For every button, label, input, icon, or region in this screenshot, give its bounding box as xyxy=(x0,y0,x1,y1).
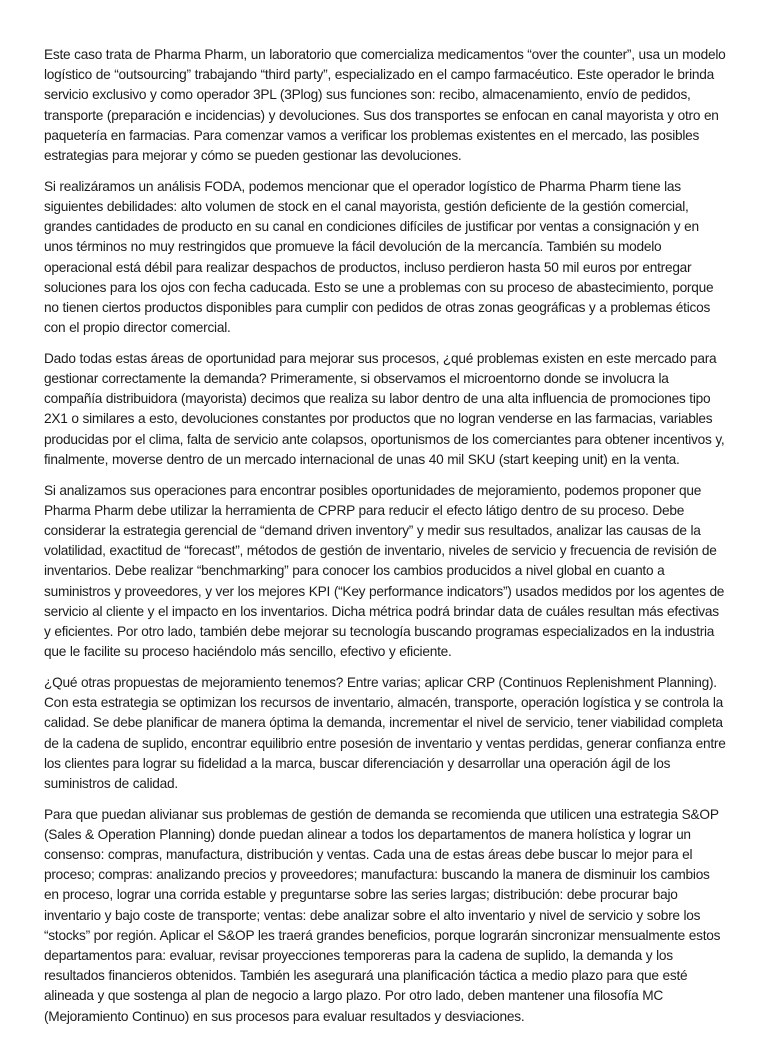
paragraph-crp-proposal: ¿Qué otras propuestas de mejoramiento tenemos? Entre varias; aplicar CRP (Continuos Replenishment Planning). Con esta estrategia se optimizan los recursos de inventario, almacén, transporte, operación logística y se controla la calidad. Se debe planificar de manera óptima la demanda, incrementar el nivel de servicio, tener viabilidad completa de la cadena de suplido, encontrar equilibrio entre posesión de inventario y ventas perdidas, generar confianza entre los clientes para lograr su fidelidad a la marca, buscar diferenciación y desarrollar una operación ágil de los suministros de calidad. xyxy=(44,674,726,791)
paragraph-sop-strategy: Para que puedan alivianar sus problemas de gestión de demanda se recomienda que utilicen una estrategia S&OP (Sales & Operation Planning) donde puedan alinear a todos los departamentos de manera holística y lograr un consenso: compras, manufactura, distribución y ventas. Cada una de estas áreas debe buscar lo mejor para el proceso; compras: analizando precios y proveedores; manufactura: buscando la manera de disminuir los cambios en proceso, lograr una corrida estable y preguntarse sobre las series largas; distribución: debe procurar bajo inventario y bajo coste de transporte; ventas: debe analizar sobre el alto inventario y nivel de servicio y sobre los “stocks” por región. Aplicar el S&OP les traerá grandes beneficios, porque lograrán sincronizar mensualmente estos departamentos para: evaluar, revisar proyecciones temporeras para la cadena de suplido, la demanda y los resultados financieros obtenidos. También les asegurará una planificación táctica a medio plazo para que esté alineada y que sostenga al plan de negocio a largo plazo. Por otro lado, deben mantener una filosofía MC (Mejoramiento Continuo) en sus procesos para evaluar resultados y desviaciones. xyxy=(44,806,721,1024)
document-body xyxy=(44,45,726,1037)
paragraph-foda-analysis: Si realizáramos un análisis FODA, podemos mencionar que el operador logístico de Pharma Pharm tiene las siguientes debilidades: alto volumen de stock en el canal mayorista, gestión deficiente de la gestión comercial, grandes cantidades de producto en su canal en condiciones difíciles de justificar por ventas a consignación y en unos términos no muy restringidos que promueve la fácil devolución de la mercancía. También su modelo operacional está débil para realizar despachos de productos, incluso perdieron hasta 50 mil euros por entregar soluciones para los ojos con fecha caducada. Esto se une a problemas con su proceso de abastecimiento, porque no tienen ciertos productos disponibles para cumplir con pedidos de otras zonas geográficas y a problemas éticos con el propio director comercial. xyxy=(44,178,714,336)
paragraph-introduction: Este caso trata de Pharma Pharm, un laboratorio que comercializa medicamentos “over the counter”, usa un modelo logístico de “outsourcing” trabajando “third party”, especializado en el campo farmacéutico. Este operador le brinda servicio exclusivo y como operador 3PL (3Plog) sus funciones son: recibo, almacenamiento, envío de pedidos, transporte (preparación e incidencias) y devoluciones. Sus dos transportes se enfocan en canal mayorista y otro en paquetería en farmacias. Para comenzar vamos a verificar los problemas existentes en el mercado, las posibles estrategias para mejorar y cómo se pueden gestionar las devoluciones. xyxy=(44,47,726,164)
paragraph-cprp-proposal: Si analizamos sus operaciones para encontrar posibles oportunidades de mejoramiento, podemos proponer que Pharma Pharm debe utilizar la herramienta de CPRP para reducir el efecto látigo dentro de su proceso. Debe considerar la estrategia gerencial de “demand driven inventory” y medir sus resultados, analizar las causas de la volatilidad, exactitud de “forecast”, métodos de gestión de inventario, niveles de servicio y frecuencia de revisión de inventarios. Debe realizar “benchmarking” para conocer los cambios producidos a nivel global en cuanto a suministros y proveedores, y ver los mejores KPI (“Key performance indicators”) usados medidos por los agentes de servicio al cliente y el impacto en los inventarios. Dicha métrica podrá brindar data de cuáles resultan más efectivas y eficientes. Por otro lado, también debe mejorar su tecnología buscando programas especializados en la industria que le facilite su proceso haciéndolo más sencillo, efectivo y eficiente. xyxy=(44,482,725,660)
paragraph-market-problems: Dado todas estas áreas de oportunidad para mejorar sus procesos, ¿qué problemas existen en este mercado para gestionar correctamente la demanda? Primeramente, si observamos el microentorno donde se involucra la compañía distribuidora (mayorista) decimos que realiza su labor dentro de una alta influencia de promociones tipo 2X1 o similares a esto, devoluciones constantes por productos que no logran venderse en las farmacias, variables producidas por el clima, falta de servicio ante colapsos, oportunismos de los comerciantes para obtener incentivos y, finalmente, moverse dentro de un mercado internacional de unas 40 mil SKU (start keeping unit) en la venta. xyxy=(44,350,725,467)
